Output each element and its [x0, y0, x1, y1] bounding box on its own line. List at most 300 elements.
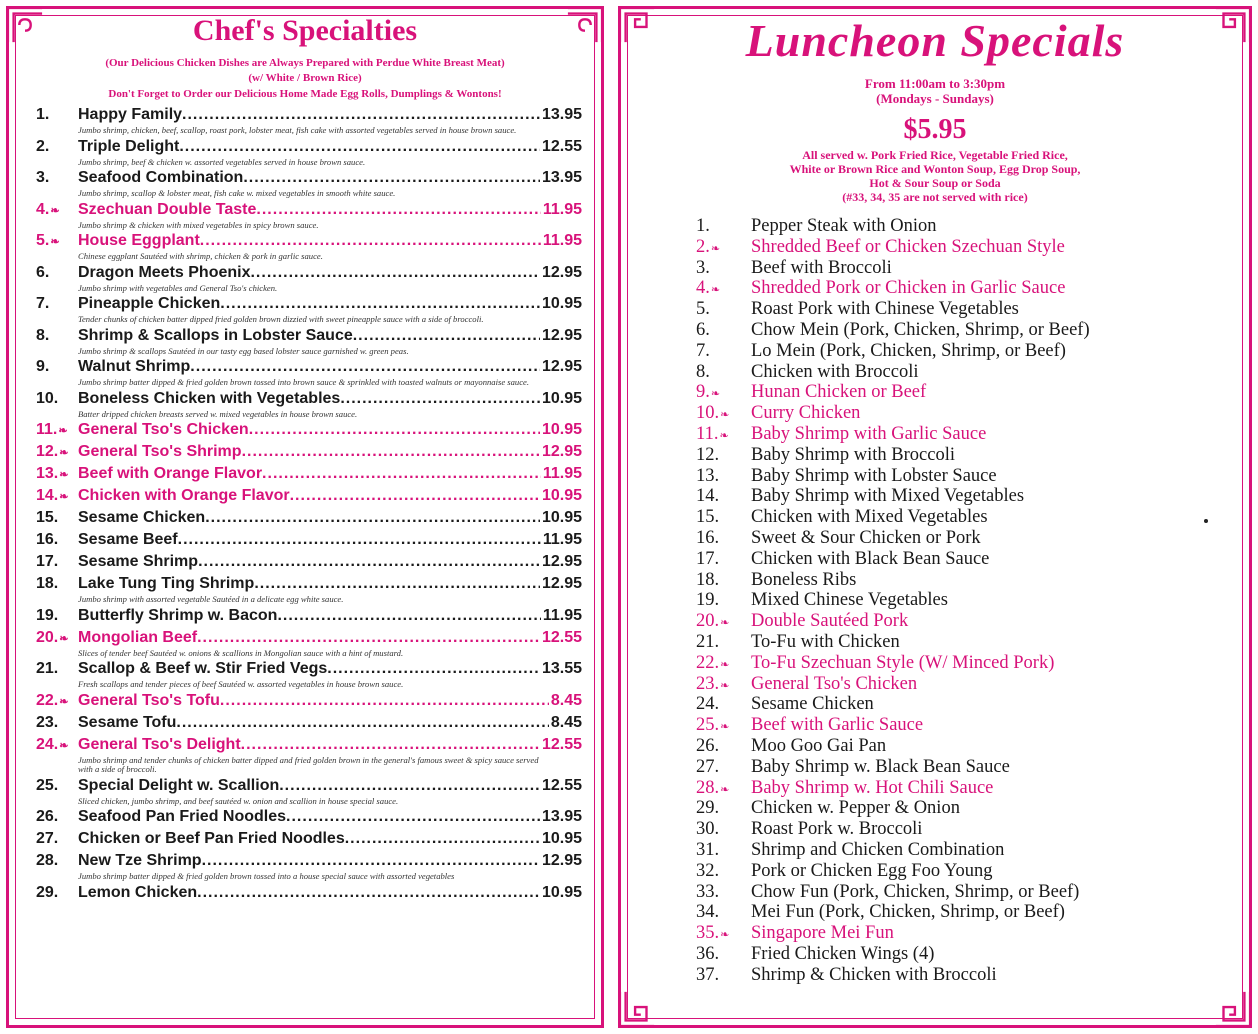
served-line: Hot & Sour Soup or Soda — [869, 176, 1001, 190]
dot-leader — [353, 325, 540, 347]
lunch-item — [696, 486, 1236, 507]
item-number: 17. — [696, 548, 720, 569]
served-line: All served w. Pork Fried Rice, Vegetable Fried Rice, — [802, 148, 1068, 162]
item-name: Chicken with Broccoli — [751, 361, 919, 382]
item-name: Chicken or Beef Pan Fried Noodles — [78, 830, 345, 847]
item-price: 10.95 — [541, 509, 582, 526]
menu-item-row — [26, 199, 582, 221]
menu-item-row — [26, 529, 582, 551]
lunch-item — [696, 445, 1236, 466]
hot-pepper-icon: ❧ — [59, 739, 69, 752]
lunch-item — [696, 216, 1236, 237]
item-number: 16. — [36, 531, 59, 548]
item-name: General Tso's Delight — [78, 735, 241, 753]
hot-pepper-icon: ❧ — [720, 783, 730, 796]
hot-pepper-icon: ❧ — [59, 447, 69, 459]
item-number: 8. — [696, 361, 710, 382]
menu-item-row — [26, 573, 582, 595]
menu-item-row — [26, 734, 582, 756]
lunch-item — [696, 778, 1236, 799]
menu-item — [26, 293, 582, 325]
item-number: 2. — [36, 137, 50, 155]
menu-item — [26, 136, 582, 168]
item-number: 29. — [36, 883, 59, 901]
item-name: Sesame Chicken — [78, 509, 206, 526]
dot-leader — [179, 136, 540, 158]
item-name: Curry Chicken — [751, 403, 861, 424]
item-name: Sesame Beef — [78, 531, 178, 548]
lunch-item — [696, 528, 1236, 549]
item-number: 27. — [36, 830, 59, 847]
menu-item — [26, 627, 582, 659]
item-number: 27. — [696, 756, 720, 777]
item-price: 13.95 — [541, 106, 582, 123]
item-description: Jumbo shrimp with assorted vegetable Sautéed in a delicate egg white sauce. — [78, 594, 344, 604]
ornament-corner-icon — [618, 990, 656, 1028]
lunch-item — [696, 549, 1236, 570]
menu-item-row — [26, 104, 582, 126]
item-name: Happy Family — [78, 106, 183, 123]
item-name: Beef with Orange Flavor — [78, 465, 263, 482]
lunch-item — [696, 715, 1236, 736]
dot-leader — [200, 230, 541, 252]
menu-item — [26, 325, 582, 357]
menu-item — [26, 485, 582, 507]
menu-item — [26, 734, 582, 775]
item-name: Chicken with Mixed Vegetables — [751, 507, 988, 528]
hot-pepper-icon: ❧ — [710, 388, 721, 401]
lunch-item — [696, 798, 1236, 819]
item-name: Lemon Chicken — [78, 883, 198, 901]
item-name: Double Sautéed Pork — [751, 611, 909, 632]
item-number: 14.❧ — [36, 487, 69, 504]
item-name: Pineapple Chicken — [78, 295, 221, 312]
menu-item — [26, 658, 582, 690]
hot-pepper-icon: ❧ — [710, 242, 721, 255]
dot-leader — [198, 551, 540, 573]
lunch-item — [696, 840, 1236, 861]
lunch-item — [696, 923, 1236, 944]
menu-item — [26, 605, 582, 627]
lunch-item — [696, 861, 1236, 882]
item-name: Baby Shrimp w. Hot Chili Sauce — [751, 777, 994, 798]
item-name: Walnut Shrimp — [78, 358, 191, 375]
item-price: 11.95 — [542, 465, 582, 482]
item-number: 6. — [696, 319, 710, 340]
hot-pepper-icon: ❧ — [710, 284, 721, 297]
item-number: 25. — [36, 776, 59, 794]
item-number: 17. — [36, 553, 59, 570]
menu-item-row — [26, 775, 582, 797]
item-description: Jumbo shrimp with vegetables and General Tso's chicken. — [78, 282, 278, 293]
menu-item — [26, 356, 582, 388]
menu-item-row — [26, 325, 582, 347]
luncheon-specials-list — [696, 216, 1236, 985]
ornament-corner-icon — [1214, 990, 1252, 1028]
menu-item — [26, 230, 582, 262]
dot-leader — [262, 463, 541, 485]
served-line: (#33, 34, 35 are not served with rice) — [842, 190, 1028, 204]
item-number: 12. — [696, 444, 720, 465]
dot-leader — [254, 573, 540, 595]
dot-leader — [340, 388, 540, 410]
item-number: 2.❧ — [696, 236, 721, 257]
hot-pepper-icon: ❧ — [59, 491, 69, 503]
item-description: Jumbo shrimp and tender chunks of chicken batter dipped and fried golden brown in the general's famous sweet & spicy sauce served with a side of broccoli. — [78, 754, 539, 774]
item-number: 19. — [36, 606, 59, 624]
item-number: 10. — [36, 389, 59, 407]
menu-item — [26, 167, 582, 199]
hot-pepper-icon: ❧ — [59, 632, 69, 645]
menu-item — [26, 690, 582, 712]
item-number: 1. — [36, 106, 50, 123]
item-number: 22.❧ — [696, 652, 730, 673]
item-price: 12.95 — [541, 553, 582, 570]
item-name: Pork or Chicken Egg Foo Young — [751, 860, 993, 881]
item-name: Moo Goo Gai Pan — [751, 735, 887, 756]
menu-item — [26, 419, 582, 441]
menu-item — [26, 551, 582, 573]
item-name: New Tze Shrimp — [78, 852, 202, 869]
menu-item — [26, 775, 582, 807]
item-price: 12.95 — [541, 263, 582, 281]
item-name: Dragon Meets Phoenix — [78, 263, 251, 281]
dot-leader — [197, 627, 540, 649]
item-name: Chow Mein (Pork, Chicken, Shrimp, or Beef) — [751, 319, 1090, 340]
item-name: Mixed Chinese Vegetables — [751, 590, 948, 611]
dot-leader — [178, 529, 541, 551]
item-number: 8. — [36, 326, 50, 344]
lunch-item — [696, 757, 1236, 778]
item-number: 32. — [696, 860, 720, 881]
lunch-item — [696, 278, 1236, 299]
item-number: 28. — [36, 852, 59, 869]
item-price: 11.95 — [542, 200, 582, 218]
dot-leader — [327, 658, 540, 680]
item-price: 10.95 — [541, 421, 582, 438]
item-number: 24.❧ — [36, 735, 69, 753]
item-description: Chinese eggplant Sautéed with shrimp, chicken & pork in garlic sauce. — [78, 251, 323, 261]
menu-item-row — [26, 356, 582, 378]
item-number: 12.❧ — [36, 443, 69, 460]
menu-item — [26, 529, 582, 551]
item-number: 11.❧ — [696, 423, 729, 444]
item-name: Beef with Garlic Sauce — [751, 715, 924, 736]
item-name: Scallop & Beef w. Stir Fried Vegs — [78, 660, 328, 677]
item-price: 11.95 — [542, 232, 582, 249]
item-description: Jumbo shrimp & scallops Sautéed in our tasty egg based lobster sauce garnished w. green peas. — [78, 345, 409, 356]
item-description: Jumbo shrimp, beef & chicken w. assorted vegetables served in house brown sauce. — [78, 156, 366, 167]
menu-item-row — [26, 551, 582, 573]
menu-item-row — [26, 850, 582, 872]
item-number: 26. — [36, 808, 59, 825]
item-description: Jumbo shrimp & chicken with mixed vegetables in spicy brown sauce. — [78, 219, 319, 230]
menu-item-row — [26, 136, 582, 158]
item-number: 21. — [36, 660, 59, 677]
item-name: General Tso's Shrimp — [78, 443, 242, 460]
menu-item-row — [26, 882, 582, 904]
lunch-item — [696, 258, 1236, 279]
lunch-item — [696, 736, 1236, 757]
item-description: Jumbo shrimp batter dipped & fried golden brown tossed into a house special sauce with assorted vegetables — [78, 871, 455, 881]
dot-leader — [290, 485, 540, 507]
item-number: 5. — [696, 299, 710, 320]
dot-leader — [243, 167, 540, 189]
item-number: 21. — [696, 631, 720, 652]
lunch-item — [696, 819, 1236, 840]
item-number: 13.❧ — [36, 465, 69, 482]
item-description: Tender chunks of chicken batter dipped fried golden brown dizzied with sweet pineapple sauce with a side of broccoli. — [78, 314, 484, 324]
chefs-specialties-page — [0, 0, 610, 1034]
lunch-item — [696, 590, 1236, 611]
item-price: 12.55 — [541, 776, 582, 794]
dot-leader — [242, 441, 540, 463]
item-number: 5.❧ — [36, 232, 60, 249]
lunch-item — [696, 362, 1236, 383]
menu-item — [26, 441, 582, 463]
menu-item — [26, 806, 582, 828]
item-number: 7. — [696, 340, 710, 361]
item-number: 16. — [696, 527, 720, 548]
item-price: 12.95 — [541, 852, 582, 869]
item-name: Chicken with Black Bean Sauce — [751, 548, 990, 569]
item-name: Szechuan Double Taste — [78, 200, 257, 218]
lunch-item — [696, 965, 1236, 986]
item-price: 8.45 — [550, 691, 582, 709]
menu-item — [26, 463, 582, 485]
hot-pepper-icon: ❧ — [720, 658, 730, 671]
hot-pepper-icon: ❧ — [720, 929, 730, 942]
stray-mark — [1204, 519, 1208, 523]
dot-leader — [241, 734, 540, 756]
menu-item-row — [26, 806, 582, 828]
item-name: Boneless Ribs — [751, 569, 857, 590]
item-description: Jumbo shrimp, scallop & lobster meat, fish cake w. mixed vegetables in smooth white sauce. — [78, 188, 396, 198]
served-with-note — [612, 148, 1258, 204]
menu-item — [26, 573, 582, 605]
item-price: 12.55 — [541, 137, 582, 155]
hot-pepper-icon: ❧ — [720, 409, 730, 422]
item-number: 20.❧ — [696, 611, 730, 632]
item-number: 9. — [36, 358, 50, 375]
item-price: 10.95 — [541, 295, 582, 312]
item-number: 23.❧ — [696, 673, 730, 694]
item-name: Mongolian Beef — [78, 628, 198, 646]
item-name: Beef with Broccoli — [751, 257, 892, 278]
lunch-item — [696, 902, 1236, 923]
dot-leader — [345, 828, 540, 850]
item-price: 12.95 — [541, 443, 582, 460]
dot-leader — [205, 507, 540, 529]
item-number: 15. — [696, 507, 720, 528]
lunch-item — [696, 882, 1236, 903]
item-number: 9.❧ — [696, 382, 721, 403]
lunch-price: $5.95 — [903, 114, 967, 145]
item-number: 35.❧ — [696, 923, 730, 944]
item-number: 7. — [36, 295, 50, 312]
menu-item — [26, 199, 582, 231]
menu-item — [26, 850, 582, 882]
item-name: General Tso's Chicken — [78, 421, 249, 438]
item-name: Seafood Pan Fried Noodles — [78, 808, 287, 825]
item-price: 10.95 — [541, 830, 582, 847]
item-name: Baby Shrimp with Garlic Sauce — [751, 423, 987, 444]
item-name: Shredded Pork or Chicken in Garlic Sauce — [751, 278, 1066, 299]
item-name: Baby Shrimp w. Black Bean Sauce — [751, 756, 1010, 777]
lunch-item — [696, 299, 1236, 320]
menu-item-row — [26, 262, 582, 284]
item-description: Jumbo shrimp, chicken, beef, scallop, roast pork, lobster meat, fish cake with assorted vegetables served in house brown sauce. — [78, 125, 517, 135]
menu-item-row — [26, 485, 582, 507]
lunch-item — [696, 611, 1236, 632]
lunch-item — [696, 237, 1236, 258]
item-number: 29. — [696, 798, 720, 819]
hours-days: (Mondays - Sundays) — [876, 91, 994, 106]
hot-pepper-icon: ❧ — [719, 429, 729, 442]
item-price: 10.95 — [541, 883, 582, 901]
lunch-item — [696, 320, 1236, 341]
menu-item-row — [26, 388, 582, 410]
hot-pepper-icon: ❧ — [59, 695, 69, 708]
dot-leader — [190, 356, 540, 378]
item-price: 10.95 — [541, 487, 582, 504]
dot-leader — [176, 712, 548, 734]
item-name: Shredded Beef or Chicken Szechuan Style — [751, 236, 1065, 257]
item-name: Seafood Combination — [78, 169, 244, 186]
lunch-item — [696, 424, 1236, 445]
item-name: Butterfly Shrimp w. Bacon — [78, 606, 278, 624]
item-name: Singapore Mei Fun — [751, 923, 894, 944]
hot-pepper-icon: ❧ — [720, 679, 730, 692]
hot-pepper-icon: ❧ — [720, 721, 730, 734]
hot-pepper-icon: ❧ — [50, 236, 60, 248]
item-name: General Tso's Tofu — [78, 691, 220, 709]
item-description: Jumbo shrimp batter dipped & fried golden brown tossed into brown sauce & sprinkled with toasted walnuts or mayonnaise sauce. — [78, 377, 529, 387]
item-number: 15. — [36, 509, 59, 526]
item-name: Baby Shrimp with Mixed Vegetables — [751, 486, 1025, 507]
item-number: 34. — [696, 902, 720, 923]
subtitle-perdue: (Our Delicious Chicken Dishes are Always Prepared with Perdue White Breast Meat) — [105, 57, 505, 69]
item-number: 30. — [696, 819, 720, 840]
dot-leader — [286, 806, 540, 828]
item-price: 12.55 — [541, 735, 582, 753]
item-name: Lo Mein (Pork, Chicken, Shrimp, or Beef) — [751, 340, 1066, 361]
item-name: Triple Delight — [78, 137, 180, 155]
item-price: 8.45 — [550, 713, 582, 731]
menu-item-row — [26, 293, 582, 315]
item-number: 6. — [36, 263, 50, 281]
item-number: 3. — [36, 169, 50, 186]
lunch-item — [696, 632, 1236, 653]
item-name: Shrimp & Scallops in Lobster Sauce — [78, 326, 353, 344]
chefs-specialties-list — [26, 104, 582, 904]
item-price: 12.95 — [541, 358, 582, 375]
dot-leader — [202, 850, 540, 872]
menu-item-row — [26, 828, 582, 850]
item-price: 11.95 — [542, 531, 582, 548]
item-name: House Eggplant — [78, 232, 200, 249]
menu-item-row — [26, 441, 582, 463]
dot-leader — [279, 775, 540, 797]
lunch-item — [696, 944, 1236, 965]
hot-pepper-icon: ❧ — [58, 425, 68, 437]
item-name: Roast Pork w. Broccoli — [751, 819, 923, 840]
item-name: To-Fu with Chicken — [751, 631, 900, 652]
item-price: 13.55 — [541, 660, 582, 677]
item-number: 14. — [696, 486, 720, 507]
item-name: Sesame Chicken — [751, 694, 874, 715]
lunch-item — [696, 382, 1236, 403]
hours — [612, 76, 1258, 106]
item-price: 11.95 — [542, 606, 582, 624]
item-price: 10.95 — [541, 389, 582, 407]
dot-leader — [249, 419, 540, 441]
menu-item — [26, 882, 582, 904]
item-number: 3. — [696, 257, 710, 278]
subtitle-appetizers: Don't Forget to Order our Delicious Home Made Egg Rolls, Dumplings & Wontons! — [108, 88, 502, 100]
item-description: Slices of tender beef Sautéed w. onions & scallions in Mongolian sauce with a hint of mustard. — [78, 647, 404, 658]
served-line: White or Brown Rice and Wonton Soup, Egg Drop Soup, — [789, 162, 1081, 176]
item-name: Chicken with Orange Flavor — [78, 487, 290, 504]
item-number: 13. — [696, 465, 720, 486]
lunch-item — [696, 466, 1236, 487]
item-name: Mei Fun (Pork, Chicken, Shrimp, or Beef) — [751, 902, 1065, 923]
lunch-item — [696, 341, 1236, 362]
item-number: 20.❧ — [36, 628, 69, 646]
item-price: 12.95 — [541, 326, 582, 344]
item-number: 26. — [696, 735, 720, 756]
menu-item — [26, 104, 582, 136]
item-name: Fried Chicken Wings (4) — [751, 943, 935, 964]
dot-leader — [220, 690, 549, 712]
hot-pepper-icon: ❧ — [59, 469, 69, 481]
item-name: Special Delight w. Scallion — [78, 776, 280, 794]
dot-leader — [182, 104, 540, 126]
item-number: 24. — [696, 694, 720, 715]
hot-pepper-icon: ❧ — [50, 204, 60, 217]
menu-item — [26, 828, 582, 850]
item-name: Boneless Chicken with Vegetables — [78, 389, 341, 407]
item-number: 25.❧ — [696, 715, 730, 736]
dot-leader — [250, 262, 539, 284]
item-price: 13.95 — [541, 808, 582, 825]
item-number: 36. — [696, 943, 720, 964]
menu-item-row — [26, 605, 582, 627]
menu-item-row — [26, 167, 582, 189]
item-description: Fresh scallops and tender pieces of beef Sautéed w. assorted vegetables in house brown sauce. — [78, 679, 404, 689]
item-name: Chow Fun (Pork, Chicken, Shrimp, or Beef) — [751, 881, 1080, 902]
lunch-item — [696, 653, 1236, 674]
menu-item-row — [26, 419, 582, 441]
menu-item-row — [26, 507, 582, 529]
item-description: Batter dripped chicken breasts served w. mixed vegetables in house brown sauce. — [78, 408, 358, 419]
luncheon-specials-page — [612, 0, 1258, 1034]
item-price: 12.95 — [541, 575, 582, 592]
item-number: 23. — [36, 713, 59, 731]
menu-item — [26, 712, 582, 734]
subtitle-rice: (w/ White / Brown Rice) — [248, 72, 362, 84]
item-name: Chicken w. Pepper & Onion — [751, 798, 960, 819]
menu-item-row — [26, 627, 582, 649]
menu-item — [26, 388, 582, 420]
lunch-item — [696, 694, 1236, 715]
item-number: 4.❧ — [696, 278, 721, 299]
item-number: 1. — [696, 216, 710, 236]
menu-item — [26, 262, 582, 294]
item-name: Shrimp and Chicken Combination — [751, 839, 1005, 860]
item-name: Pepper Steak with Onion — [751, 216, 937, 236]
item-number: 18. — [36, 575, 59, 592]
